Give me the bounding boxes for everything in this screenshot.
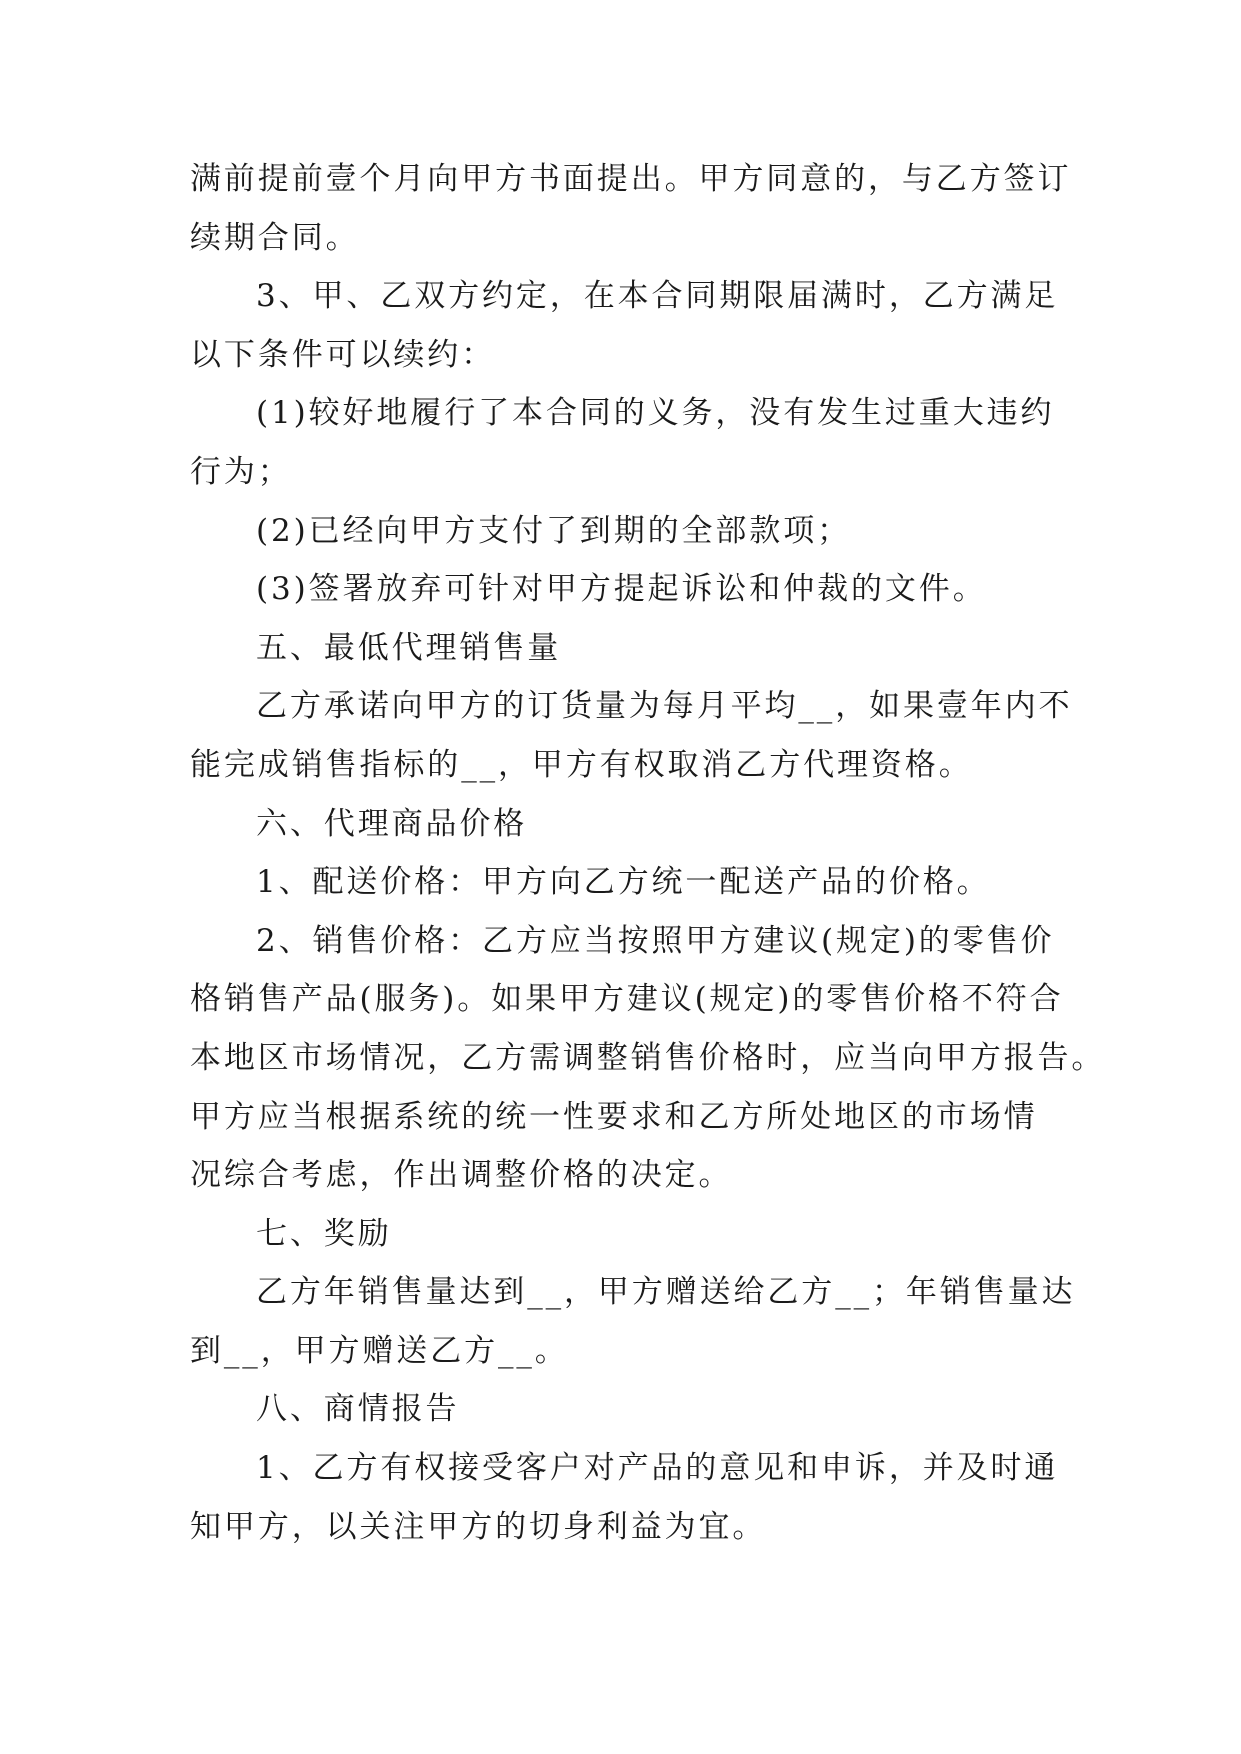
section-heading: 五、最低代理销售量	[256, 629, 562, 666]
paragraph-line: 1、乙方有权接受客户对产品的意见和申诉，并及时通	[256, 1450, 1059, 1487]
paragraph-line: 以下条件可以续约：	[190, 336, 496, 373]
section-heading: 七、奖励	[256, 1215, 392, 1252]
paragraph-line: 况综合考虑，作出调整价格的决定。	[190, 1157, 733, 1194]
list-item-line: 行为；	[190, 453, 292, 490]
document-body	[190, 150, 1106, 1556]
section-heading: 八、商情报告	[256, 1391, 460, 1428]
paragraph-line: 2、销售价格：乙方应当按照甲方建议(规定)的零售价	[256, 922, 1055, 959]
paragraph-line: 格销售产品(服务)。如果甲方建议(规定)的零售价格不符合	[190, 981, 1064, 1018]
paragraph-line: 乙方年销售量达到__，甲方赠送给乙方__；年销售量达	[256, 1274, 1076, 1311]
paragraph-line: 续期合同。	[190, 219, 360, 256]
paragraph-line: 到__，甲方赠送乙方__。	[190, 1332, 569, 1369]
paragraph-line: 1、配送价格：甲方向乙方统一配送产品的价格。	[256, 864, 991, 901]
paragraph-line: 能完成销售指标的__，甲方有权取消乙方代理资格。	[190, 746, 973, 783]
paragraph-line: 本地区市场情况，乙方需调整销售价格时，应当向甲方报告。	[190, 1039, 1106, 1076]
list-item-line: (3)签署放弃可针对甲方提起诉讼和仲裁的文件。	[256, 571, 987, 608]
paragraph-line: 乙方承诺向甲方的订货量为每月平均__，如果壹年内不	[256, 688, 1073, 725]
paragraph-line: 3、甲、乙双方约定，在本合同期限届满时，乙方满足	[256, 278, 1059, 315]
paragraph-line: 满前提前壹个月向甲方书面提出。甲方同意的，与乙方签订	[190, 161, 1072, 197]
list-item-line: (1)较好地履行了本合同的义务，没有发生过重大违约	[256, 395, 1055, 432]
paragraph-line: 甲方应当根据系统的统一性要求和乙方所处地区的市场情	[190, 1098, 1038, 1135]
list-item-line: (2)已经向甲方支付了到期的全部款项；	[256, 512, 852, 549]
section-heading: 六、代理商品价格	[256, 805, 528, 842]
paragraph-line: 知甲方，以关注甲方的切身利益为宜。	[190, 1508, 767, 1545]
